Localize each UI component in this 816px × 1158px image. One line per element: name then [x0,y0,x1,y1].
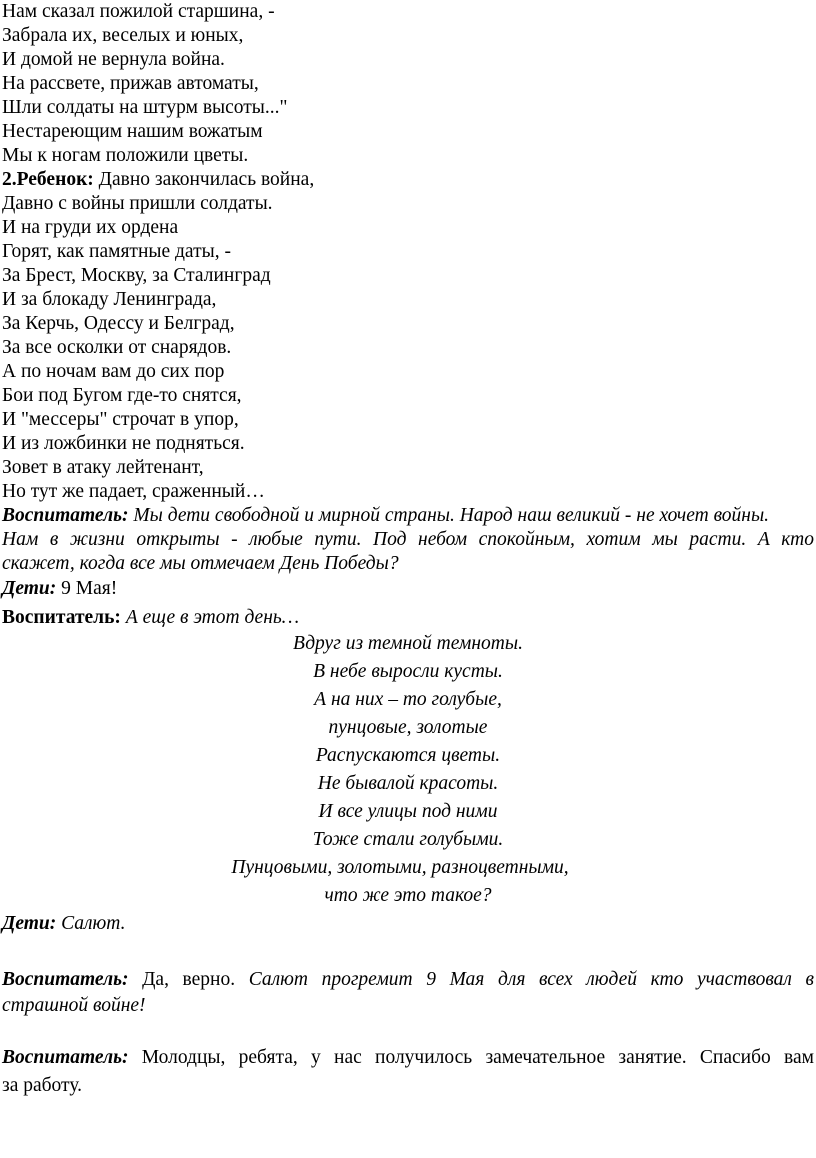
speaker-label: Воспитатель: [2,505,129,526]
dialogue-text: Салют. [56,913,126,934]
poem-line: Нестареющим нашим вожатым [2,121,263,142]
poem-line: Горят, как памятные даты, - [2,241,231,262]
dialogue-text: Молодцы, ребята, у нас получилось замечательное занятие. Спасибо вам [128,1047,814,1068]
poem-line: И домой не вернула война. [2,49,225,70]
poem-line: И "мессеры" строчат в упор, [2,409,239,430]
dialogue-text: Салют прогремит 9 Мая для всех людей кто участвовал в [248,969,815,990]
poem-line: А по ночам вам до сих пор [2,361,225,382]
poem-line: Забрала их, веселых и юных, [2,25,244,46]
riddle-line: И все улицы под ними [318,801,498,822]
poem-line: Зовет в атаку лейтенант, [2,457,204,478]
poem-line: За Брест, Москву, за Сталинград [2,265,271,286]
dialogue-text: Да, верно. [128,969,249,990]
teacher1-line1 [2,504,769,528]
child2-first-line [2,168,314,192]
children1-line [2,577,117,601]
riddle-line: что же это такое? [324,885,492,906]
riddle-line: Пунцовыми, золотыми, разноцветными, [231,857,569,878]
teacher2-line [2,606,299,630]
riddle-line: Распускаются цветы. [315,745,501,766]
riddle-line: В небе выросли кусты. [313,661,503,682]
poem-line: За все осколки от снарядов. [2,337,232,358]
dialogue-text: 9 Мая! [56,578,118,599]
poem-line: Давно с войны пришли солдаты. [2,193,273,214]
riddle-line: Вдруг из темной темноты. [293,633,523,654]
riddle-line: А на них – то голубые, [314,689,502,710]
dialogue-text: за работу. [2,1075,82,1096]
speaker-label: Дети: [2,578,57,599]
poem-line: За Керчь, Одессу и Белград, [2,313,235,334]
riddle-line: Тоже стали голубыми. [312,829,504,850]
poem-line: Мы к ногам положили цветы. [2,145,249,166]
riddle-line: пунцовые, золотые [328,717,488,738]
poem-line: Нам сказал пожилой старшина, - [2,1,275,22]
poem-line: И на груди их ордена [2,217,179,238]
poem-line: На рассвете, прижав автоматы, [2,73,259,94]
speaker-label: Воспитатель: [2,607,121,628]
speaker-label: 2.Ребенок: [2,169,94,190]
poem-line: И из ложбинки не подняться. [2,433,245,454]
poem-line: Давно закончилась война, [93,169,315,190]
speaker-label: Дети: [2,913,57,934]
poem-line: И за блокаду Ленинграда, [2,289,217,310]
teacher4-line1 [2,1046,814,1070]
poem-line: Шли солдаты на штурм высоты..." [2,97,288,118]
speaker-label: Воспитатель: [2,969,129,990]
poem-line: Но тут же падает, сраженный… [2,481,265,502]
dialogue-text: Мы дети свободной и мирной страны. Народ наш великий - не хочет войны. [128,505,770,526]
speaker-label: Воспитатель: [2,1047,129,1068]
dialogue-text: Нам в жизни открыты - любые пути. Под небом спокойным, хотим мы расти. А кто [2,529,814,550]
teacher3-line1 [2,968,814,992]
dialogue-text: А еще в этот день… [120,607,300,628]
dialogue-text: скажет, когда все мы отмечаем День Победы? [2,553,399,574]
poem-line: Бои под Бугом где-то снятся, [2,385,242,406]
children2-line [2,912,125,936]
riddle-line: Не бывалой красоты. [317,773,499,794]
dialogue-text: страшной войне! [2,995,146,1016]
